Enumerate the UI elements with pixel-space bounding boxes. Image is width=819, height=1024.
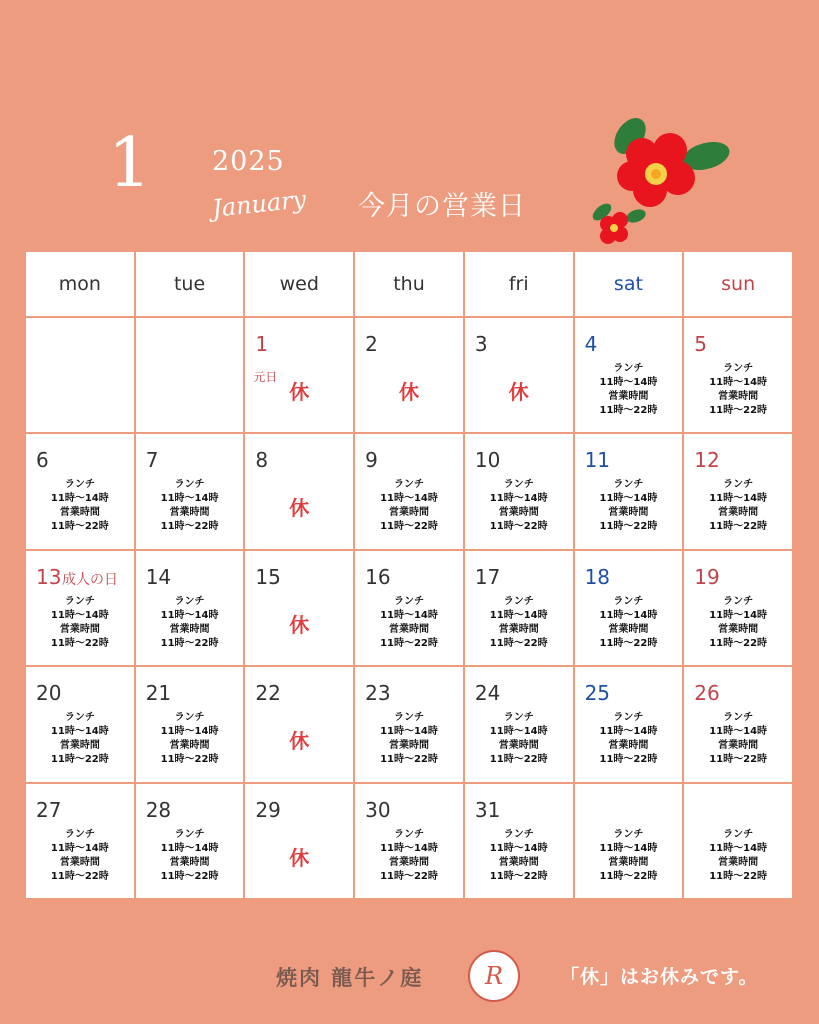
day-cell bbox=[684, 318, 792, 432]
day-cell bbox=[136, 784, 244, 898]
weekday-header-thu: thu bbox=[355, 252, 463, 316]
hours-line: 11時～22時 bbox=[489, 870, 548, 882]
weekday-header-wed: wed bbox=[245, 252, 353, 316]
day-cell bbox=[355, 318, 463, 432]
weekday-header-fri: fri bbox=[465, 252, 573, 316]
day-number: 14 bbox=[145, 564, 172, 589]
hours-line: 営業時間 bbox=[718, 391, 759, 402]
month-number: 1 bbox=[108, 124, 152, 203]
hours-line: 営業時間 bbox=[718, 856, 759, 868]
day-number: 31 bbox=[474, 797, 501, 822]
hours-line: 11時～14時 bbox=[160, 493, 219, 505]
business-hours bbox=[684, 828, 792, 884]
hours-line: 営業時間 bbox=[59, 740, 100, 752]
hours-line: 11時～14時 bbox=[599, 493, 658, 505]
day-number: 20 bbox=[36, 681, 62, 706]
hours-line: ランチ bbox=[723, 479, 754, 491]
hours-line: ランチ bbox=[723, 363, 754, 374]
day-number: 9 bbox=[365, 448, 378, 473]
day-cell bbox=[575, 784, 683, 898]
hours-line: 営業時間 bbox=[169, 740, 210, 752]
hours-line: 営業時間 bbox=[498, 507, 539, 519]
day-number: 19 bbox=[694, 564, 720, 589]
hours-line: 営業時間 bbox=[718, 623, 759, 635]
hours-line: 11時～14時 bbox=[709, 609, 768, 621]
day-number: 6 bbox=[36, 448, 49, 473]
hours-line: 営業時間 bbox=[388, 856, 429, 868]
shop-logo: R bbox=[468, 950, 520, 1002]
business-hours bbox=[355, 711, 463, 767]
hours-line: 営業時間 bbox=[59, 623, 100, 635]
hours-line: 11時～14時 bbox=[489, 726, 548, 738]
hours-line: 営業時間 bbox=[608, 623, 649, 635]
hours-line: 営業時間 bbox=[498, 856, 539, 868]
hours-line: 11時～22時 bbox=[709, 637, 768, 649]
day-number: 25 bbox=[584, 681, 611, 706]
business-hours bbox=[465, 711, 573, 767]
business-hours bbox=[26, 711, 134, 767]
closed-mark: 休 bbox=[289, 729, 310, 754]
day-number: 18 bbox=[584, 564, 611, 589]
weekday-header-sat: sat bbox=[575, 252, 683, 316]
shop-name: 焼肉 龍牛ノ庭 bbox=[276, 966, 424, 990]
business-hours bbox=[684, 711, 792, 767]
closed-mark: 休 bbox=[289, 496, 310, 521]
hours-line: 11時～14時 bbox=[380, 493, 438, 505]
hours-line: 11時～22時 bbox=[50, 521, 109, 533]
day-cell bbox=[245, 551, 353, 665]
holiday-note: 元日 bbox=[253, 370, 278, 384]
hours-line: ランチ bbox=[64, 828, 95, 840]
day-cell bbox=[575, 318, 683, 432]
hours-line: ランチ bbox=[174, 595, 205, 607]
closed-legend: 「休」はお休みです。 bbox=[560, 966, 759, 988]
day-cell bbox=[465, 434, 573, 548]
day-number: 24 bbox=[474, 681, 501, 706]
weekday-header-mon: mon bbox=[26, 252, 134, 316]
weekday-header-sun: sun bbox=[684, 252, 792, 316]
business-hours bbox=[355, 828, 463, 884]
hours-line: ランチ bbox=[64, 595, 95, 607]
hours-line: 営業時間 bbox=[388, 507, 429, 519]
hours-line: 11時～22時 bbox=[380, 870, 438, 882]
day-number: 3 bbox=[474, 332, 488, 356]
business-hours bbox=[355, 595, 463, 651]
day-number: 2 bbox=[365, 332, 378, 356]
closed-mark: 休 bbox=[508, 380, 529, 404]
hours-line: ランチ bbox=[174, 479, 205, 491]
hours-line: 11時～22時 bbox=[599, 754, 658, 766]
day-number: 12 bbox=[694, 448, 720, 473]
hours-line: 営業時間 bbox=[59, 507, 100, 519]
day-cell bbox=[245, 784, 353, 898]
hours-line: ランチ bbox=[393, 712, 424, 724]
day-number: 5 bbox=[694, 332, 708, 356]
month-name: January bbox=[210, 185, 308, 223]
day-number: 22 bbox=[255, 681, 281, 706]
business-hours bbox=[26, 828, 134, 884]
holiday-note: 成人の日 bbox=[62, 571, 118, 588]
hours-line: 営業時間 bbox=[59, 856, 100, 868]
business-hours bbox=[684, 478, 792, 534]
day-number: 10 bbox=[474, 448, 501, 473]
hours-line: ランチ bbox=[393, 479, 424, 491]
hours-line: 営業時間 bbox=[169, 623, 210, 635]
hours-line: ランチ bbox=[64, 712, 95, 724]
hours-line: 11時～14時 bbox=[489, 609, 548, 621]
hours-line: 営業時間 bbox=[608, 391, 649, 402]
day-cell bbox=[465, 784, 573, 898]
business-hours bbox=[26, 478, 134, 534]
hours-line: ランチ bbox=[723, 828, 754, 840]
day-cell bbox=[245, 434, 353, 548]
hours-line: 11時～14時 bbox=[380, 609, 438, 621]
hours-line: ランチ bbox=[393, 828, 424, 840]
day-cell bbox=[245, 318, 353, 432]
hours-line: ランチ bbox=[503, 712, 534, 724]
day-cell bbox=[465, 318, 573, 432]
closed-mark: 休 bbox=[398, 380, 419, 404]
day-cell bbox=[684, 551, 792, 665]
day-cell bbox=[136, 434, 244, 548]
hours-line: 11時～22時 bbox=[160, 754, 219, 766]
day-number: 29 bbox=[255, 797, 281, 822]
hours-line: 営業時間 bbox=[608, 740, 649, 752]
hours-line: 11時～22時 bbox=[160, 870, 219, 882]
hours-line: ランチ bbox=[174, 828, 205, 840]
hours-line: 営業時間 bbox=[608, 856, 649, 868]
hours-line: ランチ bbox=[613, 712, 644, 724]
hours-line: 11時～14時 bbox=[50, 493, 109, 505]
day-cell bbox=[355, 784, 463, 898]
hours-line: ランチ bbox=[503, 595, 534, 607]
hours-line: 11時～14時 bbox=[160, 609, 219, 621]
business-hours bbox=[575, 711, 683, 767]
hours-line: 11時～14時 bbox=[709, 842, 768, 854]
business-hours bbox=[465, 828, 573, 884]
business-hours bbox=[575, 478, 683, 534]
day-cell bbox=[684, 434, 792, 548]
business-hours bbox=[136, 478, 244, 534]
business-hours bbox=[465, 595, 573, 651]
day-number: 26 bbox=[694, 681, 720, 706]
hours-line: ランチ bbox=[613, 828, 644, 840]
hours-line: 11時～14時 bbox=[380, 842, 438, 854]
hours-line: ランチ bbox=[64, 479, 95, 491]
hours-line: 11時～14時 bbox=[50, 609, 109, 621]
hours-line: ランチ bbox=[393, 595, 424, 607]
hours-line: ランチ bbox=[723, 712, 754, 724]
day-number: 7 bbox=[145, 448, 159, 473]
day-cell bbox=[355, 434, 463, 548]
day-number: 15 bbox=[255, 564, 281, 589]
day-number: 4 bbox=[584, 332, 598, 356]
business-hours bbox=[575, 595, 683, 651]
day-cell bbox=[575, 551, 683, 665]
calendar-grid bbox=[26, 252, 792, 898]
hours-line: 営業時間 bbox=[498, 623, 539, 635]
hours-line: 11時～22時 bbox=[380, 637, 438, 649]
hours-line: ランチ bbox=[503, 479, 534, 491]
day-cell bbox=[684, 667, 792, 781]
day-number: 1 bbox=[255, 332, 269, 356]
hours-line: ランチ bbox=[613, 595, 644, 607]
year: 2025 bbox=[212, 146, 285, 177]
hours-line: 11時～22時 bbox=[489, 754, 548, 766]
day-number: 30 bbox=[365, 797, 391, 822]
day-number: 23 bbox=[365, 681, 391, 706]
hours-line: 11時～14時 bbox=[599, 726, 658, 738]
hours-line: 11時～22時 bbox=[709, 405, 768, 416]
business-hours bbox=[575, 362, 683, 418]
hours-line: 11時～22時 bbox=[50, 754, 109, 766]
closed-mark: 休 bbox=[289, 845, 310, 870]
business-hours bbox=[465, 478, 573, 534]
hours-line: 営業時間 bbox=[718, 507, 759, 519]
hours-line: 11時～22時 bbox=[380, 754, 438, 766]
hours-line: 11時～14時 bbox=[709, 493, 768, 505]
hours-line: 営業時間 bbox=[169, 507, 210, 519]
business-hours bbox=[136, 828, 244, 884]
business-hours bbox=[136, 711, 244, 767]
hours-line: 営業時間 bbox=[169, 856, 210, 868]
day-cell bbox=[136, 551, 244, 665]
hours-line: 11時～22時 bbox=[709, 754, 768, 766]
hours-line: 11時～22時 bbox=[50, 870, 109, 882]
hours-line: 11時～22時 bbox=[489, 637, 548, 649]
business-hours bbox=[136, 595, 244, 651]
day-cell bbox=[355, 551, 463, 665]
day-cell bbox=[575, 667, 683, 781]
hours-line: 11時～22時 bbox=[599, 870, 658, 882]
day-number: 11 bbox=[584, 448, 611, 473]
hours-line: 営業時間 bbox=[388, 740, 429, 752]
hours-line: 11時～14時 bbox=[160, 726, 219, 738]
weekday-header-tue: tue bbox=[136, 252, 244, 316]
day-number: 16 bbox=[365, 564, 391, 589]
day-cell bbox=[465, 667, 573, 781]
day-number: 28 bbox=[145, 797, 172, 822]
hours-line: 11時～22時 bbox=[599, 637, 658, 649]
business-hours bbox=[26, 595, 134, 651]
hours-line: ランチ bbox=[613, 363, 644, 374]
day-cell bbox=[26, 784, 134, 898]
day-number: 17 bbox=[474, 564, 501, 589]
hours-line: 11時～14時 bbox=[489, 493, 548, 505]
hours-line: 11時～14時 bbox=[599, 609, 658, 621]
day-cell bbox=[26, 318, 134, 432]
hours-line: 営業時間 bbox=[608, 507, 649, 519]
day-cell bbox=[245, 667, 353, 781]
page-title: 今月の営業日 bbox=[358, 191, 526, 222]
day-number: 13 bbox=[36, 564, 62, 589]
hours-line: 11時～22時 bbox=[50, 637, 109, 649]
business-hours bbox=[684, 595, 792, 651]
hours-line: 営業時間 bbox=[388, 623, 429, 635]
day-cell bbox=[26, 434, 134, 548]
hours-line: ランチ bbox=[503, 828, 534, 840]
day-number: 21 bbox=[145, 681, 172, 706]
hours-line: 11時～22時 bbox=[380, 521, 438, 533]
hours-line: 11時～14時 bbox=[489, 842, 548, 854]
hours-line: 11時～14時 bbox=[50, 842, 109, 854]
day-cell bbox=[136, 318, 244, 432]
hours-line: ランチ bbox=[613, 479, 644, 491]
day-number: 27 bbox=[36, 797, 62, 822]
hours-line: ランチ bbox=[174, 712, 205, 724]
hours-line: 11時～22時 bbox=[160, 521, 219, 533]
business-hours bbox=[684, 362, 792, 418]
hours-line: 11時～22時 bbox=[709, 521, 768, 533]
day-cell bbox=[684, 784, 792, 898]
hours-line: 11時～14時 bbox=[599, 377, 658, 388]
hours-line: 営業時間 bbox=[718, 740, 759, 752]
camellia-flower-icon bbox=[588, 104, 738, 249]
hours-line: 11時～22時 bbox=[489, 521, 548, 533]
hours-line: 11時～22時 bbox=[599, 521, 658, 533]
day-number: 8 bbox=[255, 448, 269, 473]
hours-line: 11時～22時 bbox=[160, 637, 219, 649]
day-cell bbox=[26, 667, 134, 781]
day-cell bbox=[575, 434, 683, 548]
hours-line: 11時～22時 bbox=[599, 405, 658, 416]
closed-mark: 休 bbox=[289, 612, 310, 637]
day-cell bbox=[26, 551, 134, 665]
hours-line: 11時～14時 bbox=[599, 842, 658, 854]
closed-mark: 休 bbox=[289, 380, 310, 404]
hours-line: 11時～22時 bbox=[709, 870, 768, 882]
business-hours bbox=[355, 478, 463, 534]
hours-line: ランチ bbox=[723, 595, 754, 607]
day-cell bbox=[136, 667, 244, 781]
hours-line: 11時～14時 bbox=[380, 726, 438, 738]
hours-line: 11時～14時 bbox=[50, 726, 109, 738]
business-hours bbox=[575, 828, 683, 884]
day-cell bbox=[465, 551, 573, 665]
hours-line: 11時～14時 bbox=[709, 726, 768, 738]
hours-line: 11時～14時 bbox=[709, 377, 768, 388]
hours-line: 11時～14時 bbox=[160, 842, 219, 854]
day-cell bbox=[355, 667, 463, 781]
hours-line: 営業時間 bbox=[498, 740, 539, 752]
